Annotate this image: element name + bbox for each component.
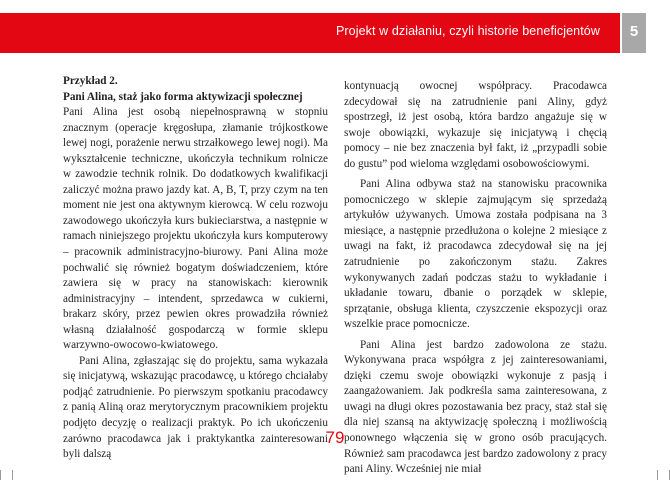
example-number: Przykład 2. xyxy=(63,75,118,87)
crop-mark xyxy=(0,470,1,480)
paragraph: Pani Alina, zgłaszając się do projektu, sama wykazała się inicjatywą, wskazując pracodawcę, u którego chciałaby podjąć zatrudnienie. Po pierwszym spotkaniu pracodawcy z panią Aliną oraz merytorycznym pracownikiem projektu podjęto decyzję o realizacji praktyk. Po ich ukończeniu zarówno pracodawca jak i praktykantka zainteresowani byli dalszą xyxy=(63,354,328,461)
right-text-column xyxy=(344,79,607,478)
chapter-number: 5 xyxy=(629,23,639,40)
header-bar xyxy=(0,13,620,53)
left-text-column xyxy=(63,74,328,463)
crop-mark xyxy=(657,470,658,480)
example-title: Pani Alina, staż jako forma aktywizacji społecznej xyxy=(63,90,303,103)
crop-mark xyxy=(12,470,13,480)
paragraph: kontynuacją owocnej współpracy. Pracodawca zdecydował się na zatrudnienie pani Aliny, gdyż spostrzegł, iż jest osobą, która bardzo angażuje się w swoje obowiązki, wykazuje się inicjatywą i chęcią pomocy – nie bez znaczenia był fakt, iż „przypadli sobie do gustu” pod wieloma względami osobowościowymi. xyxy=(344,80,607,170)
paragraph: Pani Alina jest osobą niepełnosprawną w stopniu znacznym (operacje kręgosłupa, złamanie trójkostkowe lewej nogi, porażenie nerwu strzałkowego lewej nogi). Ma wykształcenie techniczne, ukończyła technikum rolnicze w zawodzie technik rolnik. Do dodatkowych kwalifikacji zaliczyć można prawo jazdy kat. A, B, T, przy czym na ten moment nie jest ona aktywnym kierowcą. W celu rozwoju zawodowego ukończyła kurs bukieciarstwa, a następnie w ramach niniejszego projektu ukończyła kurs komputerowy – pracownik administracyjno-biurowy. Pani Alina może pochwalić się również bogatym doświadczeniem, które zawiera się w pracy na stanowiskach: kierownik administracyjny – intendent, sprzedawca w cukierni, brakarz skóry, przez pewien okres prowadziła również własną działalność gospodarczą w formie sklepu warzywno-owocowo-kwiatowego. xyxy=(63,106,328,352)
page-number: 79 xyxy=(325,428,345,447)
paragraph: Pani Alina odbywa staż na stanowisku pracownika pomocniczego w sklepie zajmującym się sprzedażą artykułów używanych. Umowa została podpisana na 3 miesiące, a następnie przedłużona o kolejne 2 miesiące z uwagi na fakt, iż pracodawca zdecydował się na jej zatrudnienie po zakończonym stażu. Zakres wykonywanych zadań podczas stażu to wykładanie i układanie towaru, dbanie o porządek w sklepie, sprzątanie, obsługa klienta, czyszczenie ekspozycji oraz wszelkie prace pomocnicze. xyxy=(344,178,607,331)
chapter-tab xyxy=(622,13,646,53)
paragraph: Pani Alina jest bardzo zadowolona ze stażu. Wykonywana praca współgra z jej zainteresowaniami, dzięki czemu swoje obowiązki wykonuje z pasją i zaangażowaniem. Jak podkreśla sama zainteresowana, z uwagi na długi okres pozostawania bez pracy, staż stał się dla niej szansą na aktywizację społeczną i możliwością ponownego włączenia się w grono osób pracujących. Również sam pracodawca jest bardzo zadowolony z pracy pani Aliny. Wcześniej nie miał xyxy=(344,338,607,476)
running-header-title: Projekt w działaniu, czyli historie beneficjentów xyxy=(335,24,600,38)
